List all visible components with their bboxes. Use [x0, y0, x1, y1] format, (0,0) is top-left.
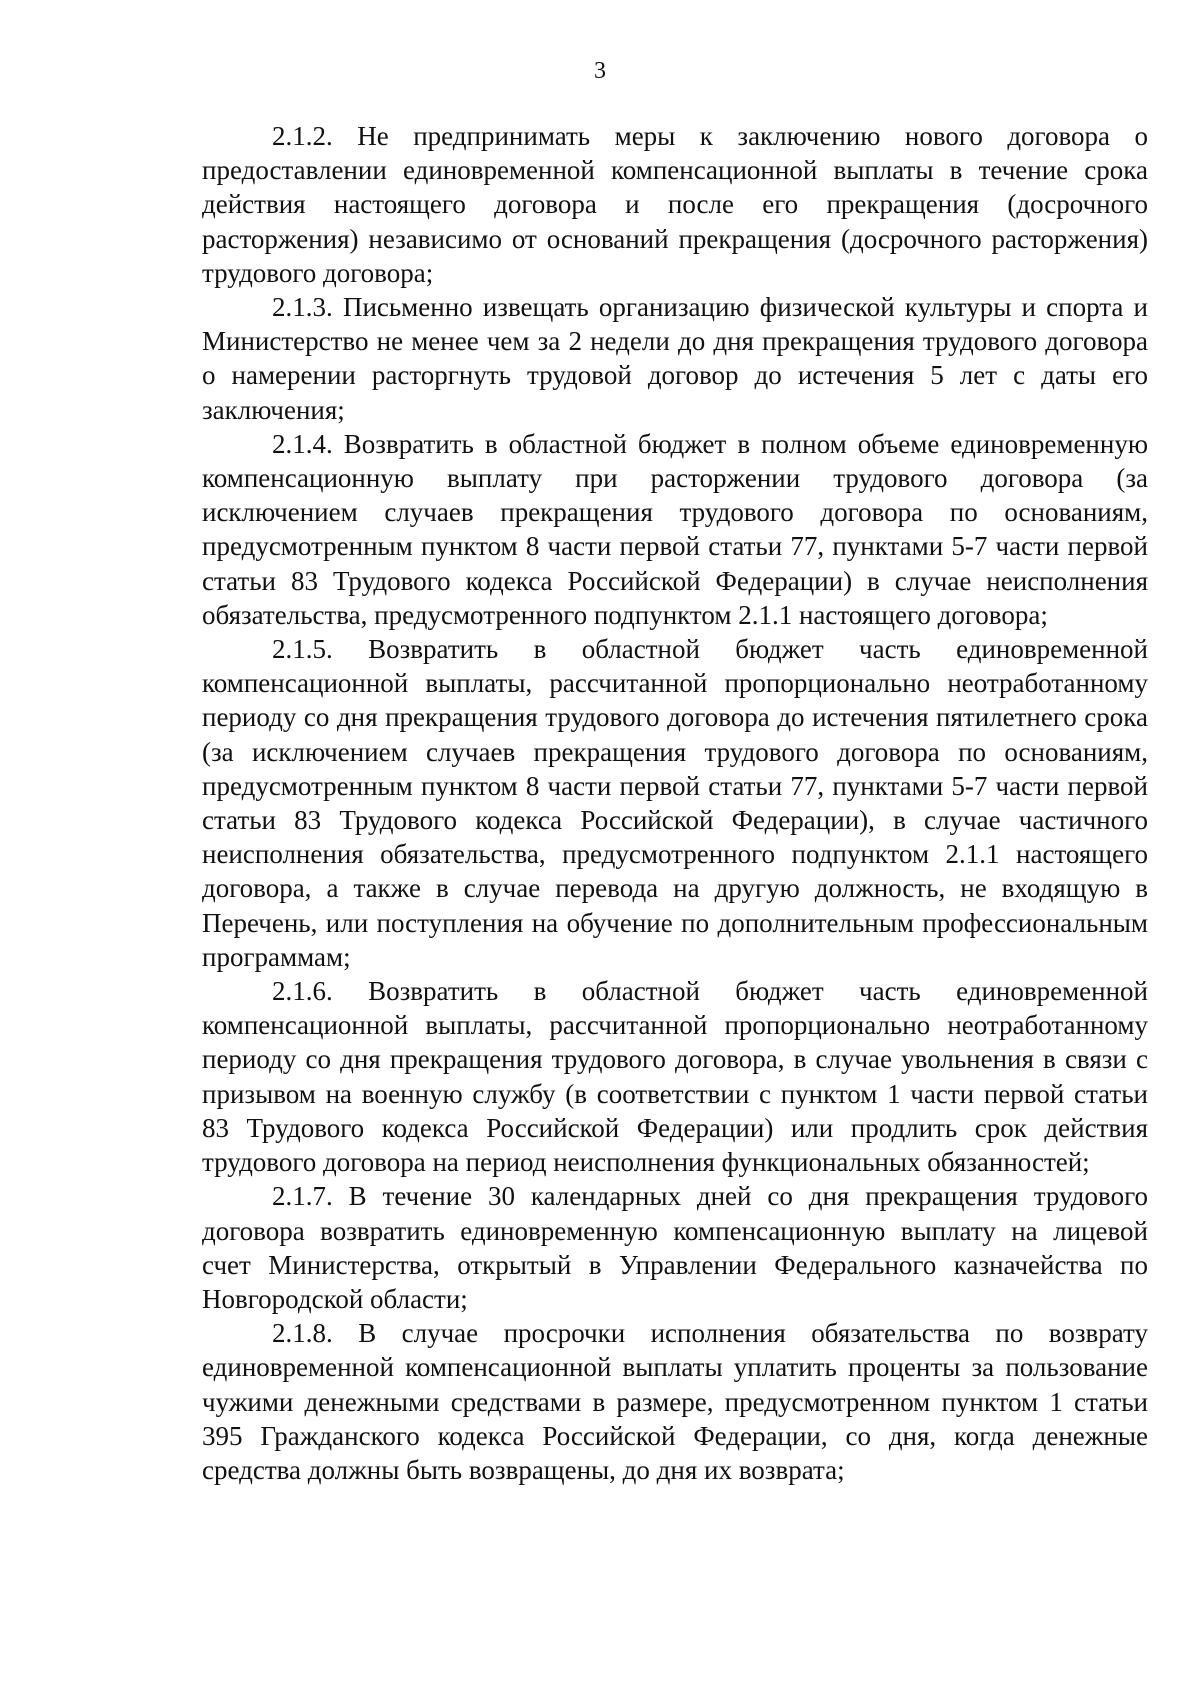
clause-2-1-6: 2.1.6. Возвратить в областной бюджет часть единовременной компенсационной выплаты, рассчитанной пропорционально неотработанному периоду со дня прекращения трудового договора, в случае увольнения в связи с призывом на военную службу (в соответствии с пунктом 1 части первой статьи 83 Трудового кодекса Российской Федерации) или продлить срок действия трудового договора на период неисполнения функциональных обязанностей; [202, 976, 1148, 1178]
document-body [202, 119, 1148, 1487]
clause-2-1-5: 2.1.5. Возвратить в областной бюджет часть единовременной компенсационной выплаты, рассчитанной пропорционально неотработанному периоду со дня прекращения трудового договора до истечения пятилетнего срока (за исключением случаев прекращения трудового договора по основаниям, предусмотренным пунктом 8 части первой статьи 77, пунктами 5-7 части первой статьи 83 Трудового кодекса Российской Федерации), в случае частичного неисполнения обязательства, предусмотренного подпунктом 2.1.1 настоящего договора, а также в случае перевода на другую должность, не входящую в Перечень, или поступления на обучение по дополнительным профессиональным программам; [202, 634, 1148, 972]
page-number: 3 [594, 58, 606, 84]
clause-2-1-4: 2.1.4. Возвратить в областной бюджет в полном объеме единовременную компенсационную выплату при расторжении трудового договора (за исключением случаев прекращения трудового договора по основаниям, предусмотренным пунктом 8 части первой статьи 77, пунктами 5-7 части первой статьи 83 Трудового кодекса Российской Федерации) в случае неисполнения обязательства, предусмотренного подпунктом 2.1.1 настоящего договора; [202, 428, 1148, 630]
clause-2-1-3: 2.1.3. Письменно извещать организацию физической культуры и спорта и Министерство не менее чем за 2 недели до дня прекращения трудового договора о намерении расторгнуть трудовой договор до истечения 5 лет с даты его заключения; [202, 292, 1148, 425]
clause-2-1-7: 2.1.7. В течение 30 календарных дней со дня прекращения трудового договора возвратить единовременную компенсационную выплату на лицевой счет Министерства, открытый в Управлении Федерального казначейства по Новгородской области; [202, 1181, 1148, 1314]
clause-2-1-2: 2.1.2. Не предпринимать меры к заключению нового договора о предоставлении единовременной компенсационной выплаты в течение срока действия настоящего договора и после его прекращения (досрочного расторжения) независимо от оснований прекращения (досрочного расторжения) трудового договора; [202, 121, 1148, 288]
clause-2-1-8: 2.1.8. В случае просрочки исполнения обязательства по возврату единовременной компенсационной выплаты уплатить проценты за пользование чужими денежными средствами в размере, предусмотренном пунктом 1 статьи 395 Гражданского кодекса Российской Федерации, со дня, когда денежные средства должны быть возвращены, до дня их возврата; [202, 1318, 1148, 1485]
